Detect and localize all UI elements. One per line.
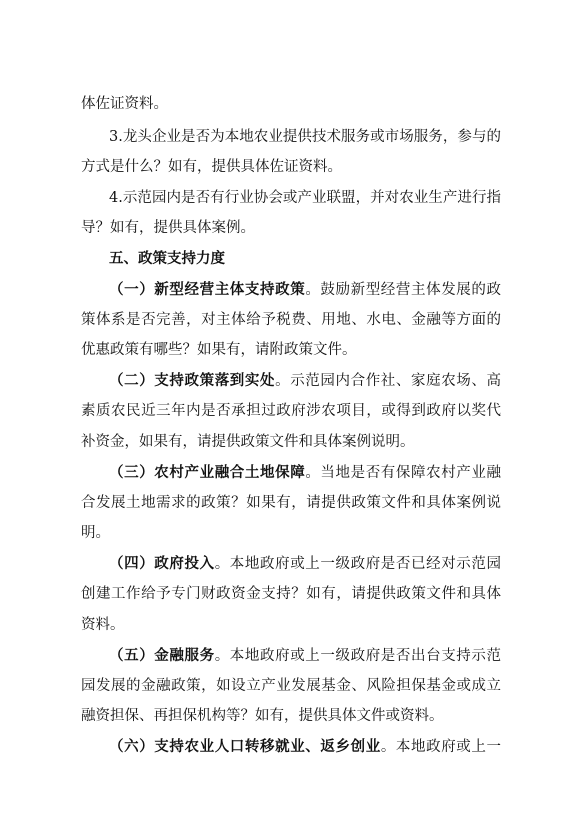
subheading: （一）新型经营主体支持政策 <box>109 281 306 298</box>
paragraph-line: 3.龙头企业是否为本地农业提供技术服务或市场服务，参与的 <box>109 129 501 145</box>
paragraph-line: 明。 <box>81 525 110 541</box>
paragraph-text: 。本地政府或上一级政府是否已经对示范园 <box>214 556 502 572</box>
paragraph-line: 合发展土地需求的政策？如果有，请提供政策文件和具体案例说 <box>81 495 501 511</box>
subheading: （四）政府投入 <box>109 555 215 572</box>
paragraph-line: 资料。 <box>81 617 125 633</box>
paragraph-line: 策体系是否完善，对主体给予税费、用地、水电、金融等方面的 <box>81 312 501 328</box>
subheading: （二）支持政策落到实处 <box>109 372 276 389</box>
paragraph-line: 优惠政策有哪些？如果有，请附政策文件。 <box>81 342 357 358</box>
paragraph-line: 导？如有，提供具体案例。 <box>81 220 255 236</box>
paragraph-line <box>109 555 501 573</box>
paragraph-line: 补资金，如果有，请提供政策文件和具体案例说明。 <box>81 434 415 450</box>
subheading: （六）支持农业人口转移就业、返乡创业 <box>109 738 381 755</box>
section-heading: 五、政策支持力度 <box>109 251 225 267</box>
paragraph-line <box>109 738 501 756</box>
paragraph-line <box>109 372 501 390</box>
paragraph-line <box>109 464 501 482</box>
paragraph-text: 。本地政府或上一 <box>380 739 502 755</box>
paragraph-line: 创建工作给予专门财政资金支持？如有，请提供政策文件和具体 <box>81 586 501 602</box>
paragraph-line: 融资担保、再担保机构等？如有，提供具体文件或资料。 <box>81 708 444 724</box>
paragraph-line: 园发展的金融政策，如设立产业发展基金、风险担保基金或成立 <box>81 678 501 694</box>
paragraph-line <box>109 647 501 665</box>
paragraph-line: 素质农民近三年内是否承担过政府涉农项目，或得到政府以奖代 <box>81 403 501 419</box>
subheading: （五）金融服务 <box>109 647 215 664</box>
subheading: （三）农村产业融合土地保障 <box>109 464 306 481</box>
paragraph-line: 方式是什么？如有，提供具体佐证资料。 <box>81 159 342 175</box>
paragraph-text: 。本地政府或上一级政府是否出台支持示范 <box>214 648 502 664</box>
paragraph-line <box>109 281 501 299</box>
paragraph-text: 。当地是否有保障农村产业融 <box>305 465 502 481</box>
paragraph-text: 。鼓励新型经营主体发展的政 <box>305 282 502 298</box>
paragraph-line: 4.示范园内是否有行业协会或产业联盟，并对农业生产进行指 <box>109 190 501 206</box>
paragraph-text: 。示范园内合作社、家庭农场、高 <box>275 373 502 389</box>
paragraph-line: 体佐证资料。 <box>81 96 168 112</box>
